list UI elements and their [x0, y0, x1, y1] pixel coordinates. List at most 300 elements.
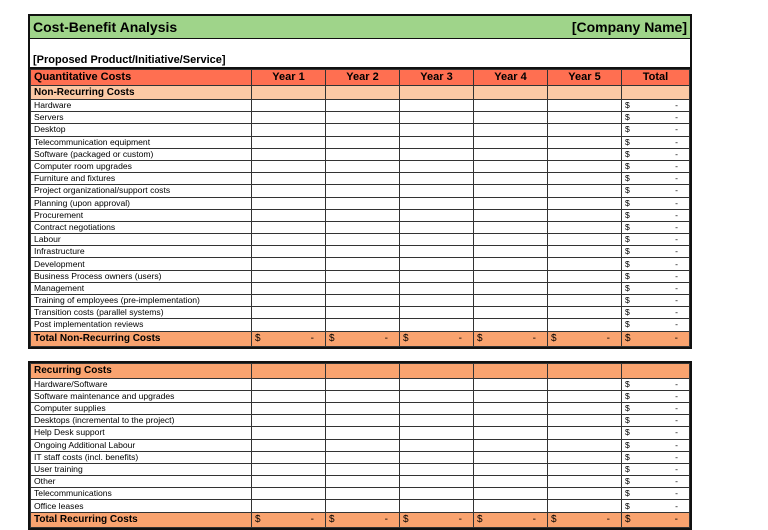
currency-value: [477, 514, 544, 525]
year-3-cell[interactable]: [400, 500, 474, 512]
year-4-cell[interactable]: [474, 500, 548, 512]
year-3-cell[interactable]: [400, 148, 474, 160]
cost-item-label[interactable]: Procurement: [31, 209, 252, 221]
cell[interactable]: [548, 86, 622, 100]
cost-item-label[interactable]: Furniture and fixtures: [31, 173, 252, 185]
currency-value: [403, 333, 470, 344]
year-1-cell[interactable]: [252, 124, 326, 136]
year-5-cell[interactable]: [548, 307, 622, 319]
cell[interactable]: [252, 86, 326, 100]
grand-total-cell[interactable]: [622, 331, 690, 346]
cost-item-label[interactable]: Desktop: [31, 124, 252, 136]
year-4-cell[interactable]: [474, 439, 548, 451]
year-3-cell[interactable]: [400, 282, 474, 294]
year-2-cell[interactable]: [326, 112, 400, 124]
year-5-cell[interactable]: [548, 148, 622, 160]
year-4-cell[interactable]: [474, 378, 548, 390]
total-cell[interactable]: [622, 258, 690, 270]
year-4-total-cell[interactable]: [474, 331, 548, 346]
amount: -: [532, 333, 536, 345]
cost-item-label[interactable]: Servers: [31, 112, 252, 124]
year-2-cell[interactable]: [326, 136, 400, 148]
table-row: [31, 415, 690, 427]
year-3-cell[interactable]: [400, 136, 474, 148]
year-2-cell[interactable]: [326, 258, 400, 270]
year-5-cell[interactable]: [548, 451, 622, 463]
cell[interactable]: [326, 86, 400, 100]
year-2-cell[interactable]: [326, 451, 400, 463]
cost-item-label[interactable]: Infrastructure: [31, 246, 252, 258]
year-5-cell[interactable]: [548, 100, 622, 112]
cost-item-label[interactable]: Software maintenance and upgrades: [31, 390, 252, 402]
year-3-cell[interactable]: [400, 124, 474, 136]
cell[interactable]: [474, 86, 548, 100]
amount: -: [675, 185, 678, 196]
currency-value: [625, 100, 686, 111]
cost-item-label[interactable]: Management: [31, 282, 252, 294]
year-1-cell[interactable]: [252, 295, 326, 307]
cost-item-label[interactable]: Telecommunication equipment: [31, 136, 252, 148]
cost-item-label[interactable]: Contract negotiations: [31, 221, 252, 233]
cost-item-label[interactable]: Software (packaged or custom): [31, 148, 252, 160]
year-3-cell[interactable]: [400, 173, 474, 185]
year-5-cell[interactable]: [548, 112, 622, 124]
total-cell[interactable]: [622, 112, 690, 124]
currency-value: [329, 333, 396, 344]
year-1-cell[interactable]: [252, 500, 326, 512]
year-5-cell[interactable]: [548, 270, 622, 282]
year-4-cell[interactable]: [474, 112, 548, 124]
currency-value: [625, 391, 686, 402]
amount: -: [675, 451, 678, 462]
year-1-cell[interactable]: [252, 476, 326, 488]
year-1-total-cell[interactable]: [252, 512, 326, 527]
year-2-cell[interactable]: [326, 246, 400, 258]
currency-symbol: $: [625, 221, 630, 232]
amount: -: [674, 514, 678, 526]
cost-item-label[interactable]: Ongoing Additional Labour: [31, 439, 252, 451]
year-3-cell[interactable]: [400, 390, 474, 402]
amount: -: [675, 295, 678, 306]
currency-symbol: $: [477, 514, 483, 526]
year-5-cell[interactable]: [548, 197, 622, 209]
amount: -: [675, 403, 678, 414]
year-2-cell[interactable]: [326, 319, 400, 331]
year-2-cell[interactable]: [326, 185, 400, 197]
company-name[interactable]: [Company Name]: [571, 19, 687, 35]
cell[interactable]: [400, 363, 474, 378]
amount: -: [675, 488, 678, 499]
amount: -: [675, 439, 678, 450]
total-cell[interactable]: [622, 185, 690, 197]
year-3-cell[interactable]: [400, 488, 474, 500]
year-5-cell[interactable]: [548, 378, 622, 390]
year-1-cell[interactable]: [252, 439, 326, 451]
year-5-cell[interactable]: [548, 209, 622, 221]
year-1-cell[interactable]: [252, 402, 326, 414]
currency-value: [625, 283, 686, 294]
year-1-cell[interactable]: [252, 258, 326, 270]
total-cell[interactable]: [622, 221, 690, 233]
table-row: [31, 185, 690, 197]
year-2-cell[interactable]: [326, 439, 400, 451]
year-3-cell[interactable]: [400, 197, 474, 209]
year-1-cell[interactable]: [252, 160, 326, 172]
year-4-cell[interactable]: [474, 221, 548, 233]
year-5-cell[interactable]: [548, 246, 622, 258]
year-1-cell[interactable]: [252, 100, 326, 112]
year-3-cell[interactable]: [400, 209, 474, 221]
year-4-cell[interactable]: [474, 197, 548, 209]
cost-item-label[interactable]: Telecommunications: [31, 488, 252, 500]
year-3-cell[interactable]: [400, 415, 474, 427]
cell[interactable]: [326, 363, 400, 378]
year-2-cell[interactable]: [326, 148, 400, 160]
year-1-cell[interactable]: [252, 415, 326, 427]
currency-symbol: $: [625, 282, 630, 293]
amount: -: [675, 463, 678, 474]
year-4-cell[interactable]: [474, 402, 548, 414]
cost-item-label[interactable]: Hardware: [31, 100, 252, 112]
total-cell[interactable]: [622, 451, 690, 463]
currency-symbol: $: [403, 333, 409, 345]
proposed-initiative[interactable]: [Proposed Product/Initiative/Service]: [33, 54, 226, 66]
total-cell[interactable]: [622, 246, 690, 258]
year-3-total-cell[interactable]: [400, 512, 474, 527]
year-3-cell[interactable]: [400, 402, 474, 414]
year-4-cell[interactable]: [474, 173, 548, 185]
cost-item-label[interactable]: Transition costs (parallel systems): [31, 307, 252, 319]
currency-symbol: $: [625, 136, 630, 147]
amount: -: [675, 415, 678, 426]
year-4-total-cell[interactable]: [474, 512, 548, 527]
year-3-cell[interactable]: [400, 427, 474, 439]
year-5-cell[interactable]: [548, 415, 622, 427]
cell[interactable]: [474, 363, 548, 378]
currency-value: [625, 222, 686, 233]
year-5-cell[interactable]: [548, 282, 622, 294]
year-4-cell[interactable]: [474, 234, 548, 246]
amount: -: [675, 307, 678, 318]
year-2-cell[interactable]: [326, 221, 400, 233]
table-row: [31, 476, 690, 488]
currency-value: [625, 149, 686, 160]
year-4-cell[interactable]: [474, 246, 548, 258]
year-3-cell[interactable]: [400, 270, 474, 282]
year-3-total-cell[interactable]: [400, 331, 474, 346]
currency-value: [625, 452, 686, 463]
year-2-cell[interactable]: [326, 295, 400, 307]
total-cell[interactable]: [622, 463, 690, 475]
cost-item-label[interactable]: Planning (upon approval): [31, 197, 252, 209]
year-4-cell[interactable]: [474, 258, 548, 270]
currency-symbol: $: [625, 463, 630, 474]
grand-total-cell[interactable]: [622, 512, 690, 527]
total-cell[interactable]: [622, 402, 690, 414]
year-4-cell[interactable]: [474, 451, 548, 463]
cost-item-label[interactable]: Desktops (incremental to the project): [31, 415, 252, 427]
year-3-cell[interactable]: [400, 100, 474, 112]
year-4-cell[interactable]: [474, 295, 548, 307]
cost-item-label[interactable]: Labour: [31, 234, 252, 246]
year-4-cell[interactable]: [474, 209, 548, 221]
year-1-cell[interactable]: [252, 197, 326, 209]
total-cell[interactable]: [622, 234, 690, 246]
cost-item-label[interactable]: Development: [31, 258, 252, 270]
year-4-cell[interactable]: [474, 100, 548, 112]
recurring-table: [30, 363, 690, 528]
year-3-cell[interactable]: [400, 307, 474, 319]
year-3-cell[interactable]: [400, 451, 474, 463]
year-5-total-cell[interactable]: [548, 331, 622, 346]
year-1-total-cell[interactable]: [252, 331, 326, 346]
amount: -: [675, 197, 678, 208]
year-1-cell[interactable]: [252, 270, 326, 282]
year-3-cell[interactable]: [400, 378, 474, 390]
total-cell[interactable]: [622, 295, 690, 307]
cost-item-label[interactable]: Other: [31, 476, 252, 488]
year-3-cell[interactable]: [400, 246, 474, 258]
year-5-cell[interactable]: [548, 390, 622, 402]
table-row: [31, 197, 690, 209]
currency-symbol: $: [625, 124, 630, 135]
total-cell[interactable]: [622, 136, 690, 148]
year-3-cell[interactable]: [400, 112, 474, 124]
year-2-total-cell[interactable]: [326, 331, 400, 346]
total-cell[interactable]: [622, 148, 690, 160]
cell[interactable]: [622, 363, 690, 378]
currency-symbol: $: [255, 514, 261, 526]
year-1-cell[interactable]: [252, 282, 326, 294]
year-3-cell[interactable]: [400, 463, 474, 475]
year-5-cell[interactable]: [548, 488, 622, 500]
total-cell[interactable]: [622, 319, 690, 331]
year-2-cell[interactable]: [326, 100, 400, 112]
year-5-cell[interactable]: [548, 439, 622, 451]
year-3-cell[interactable]: [400, 439, 474, 451]
cost-item-label[interactable]: Post implementation reviews: [31, 319, 252, 331]
year-2-cell[interactable]: [326, 209, 400, 221]
year-3-cell[interactable]: [400, 295, 474, 307]
year-4-cell[interactable]: [474, 148, 548, 160]
col-header-quantitative-costs: Quantitative Costs: [31, 70, 252, 86]
year-4-cell[interactable]: [474, 282, 548, 294]
year-2-cell[interactable]: [326, 463, 400, 475]
currency-value: [255, 514, 322, 525]
year-3-cell[interactable]: [400, 185, 474, 197]
total-cell[interactable]: [622, 488, 690, 500]
year-2-cell[interactable]: [326, 402, 400, 414]
currency-value: [625, 259, 686, 270]
currency-symbol: $: [625, 270, 630, 281]
year-2-cell[interactable]: [326, 500, 400, 512]
total-cell[interactable]: [622, 197, 690, 209]
total-cell[interactable]: [622, 476, 690, 488]
cost-item-label[interactable]: Computer supplies: [31, 402, 252, 414]
currency-value: [625, 161, 686, 172]
year-4-cell[interactable]: [474, 476, 548, 488]
currency-value: [625, 415, 686, 426]
total-cell[interactable]: [622, 282, 690, 294]
year-1-cell[interactable]: [252, 307, 326, 319]
amount: -: [675, 476, 678, 487]
year-5-cell[interactable]: [548, 185, 622, 197]
currency-value: [625, 137, 686, 148]
total-cell[interactable]: [622, 415, 690, 427]
currency-symbol: $: [625, 234, 630, 245]
cost-item-label[interactable]: Help Desk support: [31, 427, 252, 439]
amount: -: [675, 500, 678, 511]
year-5-total-cell[interactable]: [548, 512, 622, 527]
year-2-cell[interactable]: [326, 173, 400, 185]
year-2-cell[interactable]: [326, 476, 400, 488]
year-5-cell[interactable]: [548, 124, 622, 136]
cost-item-label[interactable]: Project organizational/support costs: [31, 185, 252, 197]
currency-symbol: $: [329, 333, 335, 345]
cost-item-label[interactable]: Business Process owners (users): [31, 270, 252, 282]
year-1-cell[interactable]: [252, 246, 326, 258]
year-1-cell[interactable]: [252, 185, 326, 197]
year-1-cell[interactable]: [252, 173, 326, 185]
year-4-cell[interactable]: [474, 185, 548, 197]
cost-item-label[interactable]: IT staff costs (incl. benefits): [31, 451, 252, 463]
total-cell[interactable]: [622, 100, 690, 112]
cell[interactable]: [400, 86, 474, 100]
year-4-cell[interactable]: [474, 136, 548, 148]
year-1-cell[interactable]: [252, 234, 326, 246]
year-4-cell[interactable]: [474, 124, 548, 136]
currency-value: [625, 210, 686, 221]
col-header-year-1: Year 1: [252, 70, 326, 86]
year-1-cell[interactable]: [252, 427, 326, 439]
year-4-cell[interactable]: [474, 160, 548, 172]
year-4-cell[interactable]: [474, 427, 548, 439]
total-cell[interactable]: [622, 390, 690, 402]
year-1-cell[interactable]: [252, 148, 326, 160]
currency-symbol: $: [625, 427, 630, 438]
year-2-cell[interactable]: [326, 282, 400, 294]
amount: -: [675, 161, 678, 172]
year-2-cell[interactable]: [326, 415, 400, 427]
year-5-cell[interactable]: [548, 136, 622, 148]
currency-value: [625, 185, 686, 196]
year-4-cell[interactable]: [474, 319, 548, 331]
total-cell[interactable]: [622, 124, 690, 136]
cost-item-label[interactable]: Training of employees (pre-implementation): [31, 295, 252, 307]
year-1-cell[interactable]: [252, 209, 326, 221]
year-1-cell[interactable]: [252, 112, 326, 124]
total-cell[interactable]: [622, 439, 690, 451]
cost-item-label[interactable]: Office leases: [31, 500, 252, 512]
currency-value: [625, 440, 686, 451]
table-row: [31, 234, 690, 246]
year-1-cell[interactable]: [252, 136, 326, 148]
year-1-cell[interactable]: [252, 319, 326, 331]
currency-symbol: $: [625, 390, 630, 401]
table-row: [31, 173, 690, 185]
year-5-cell[interactable]: [548, 476, 622, 488]
year-4-cell[interactable]: [474, 307, 548, 319]
year-2-cell[interactable]: [326, 307, 400, 319]
year-4-cell[interactable]: [474, 415, 548, 427]
total-cell[interactable]: [622, 209, 690, 221]
cost-item-label[interactable]: Hardware/Software: [31, 378, 252, 390]
year-1-cell[interactable]: [252, 378, 326, 390]
year-5-cell[interactable]: [548, 221, 622, 233]
year-2-cell[interactable]: [326, 160, 400, 172]
year-5-cell[interactable]: [548, 258, 622, 270]
year-5-cell[interactable]: [548, 295, 622, 307]
year-3-cell[interactable]: [400, 160, 474, 172]
currency-value: [551, 514, 618, 525]
year-5-cell[interactable]: [548, 402, 622, 414]
total-cell[interactable]: [622, 307, 690, 319]
year-3-cell[interactable]: [400, 258, 474, 270]
total-cell[interactable]: [622, 500, 690, 512]
year-4-cell[interactable]: [474, 390, 548, 402]
year-1-cell[interactable]: [252, 221, 326, 233]
year-4-cell[interactable]: [474, 270, 548, 282]
year-5-cell[interactable]: [548, 160, 622, 172]
year-2-cell[interactable]: [326, 378, 400, 390]
currency-symbol: $: [551, 514, 557, 526]
total-cell[interactable]: [622, 378, 690, 390]
year-2-total-cell[interactable]: [326, 512, 400, 527]
table-row: [31, 295, 690, 307]
year-2-cell[interactable]: [326, 488, 400, 500]
year-2-cell[interactable]: [326, 270, 400, 282]
currency-value: [625, 464, 686, 475]
total-cell[interactable]: [622, 270, 690, 282]
year-4-cell[interactable]: [474, 463, 548, 475]
year-1-cell[interactable]: [252, 463, 326, 475]
year-3-cell[interactable]: [400, 234, 474, 246]
table-row: [31, 112, 690, 124]
year-5-cell[interactable]: [548, 500, 622, 512]
year-2-cell[interactable]: [326, 234, 400, 246]
total-cell[interactable]: [622, 160, 690, 172]
year-1-cell[interactable]: [252, 390, 326, 402]
year-4-cell[interactable]: [474, 488, 548, 500]
year-2-cell[interactable]: [326, 197, 400, 209]
year-1-cell[interactable]: [252, 451, 326, 463]
cost-item-label[interactable]: User training: [31, 463, 252, 475]
cell[interactable]: [252, 363, 326, 378]
currency-symbol: $: [625, 197, 630, 208]
cell[interactable]: [548, 363, 622, 378]
year-2-cell[interactable]: [326, 390, 400, 402]
cost-item-label[interactable]: Computer room upgrades: [31, 160, 252, 172]
cell[interactable]: [622, 86, 690, 100]
year-5-cell[interactable]: [548, 319, 622, 331]
year-5-cell[interactable]: [548, 173, 622, 185]
column-header-row: [31, 70, 690, 86]
year-2-cell[interactable]: [326, 427, 400, 439]
year-3-cell[interactable]: [400, 221, 474, 233]
year-1-cell[interactable]: [252, 488, 326, 500]
currency-value: [625, 427, 686, 438]
year-2-cell[interactable]: [326, 124, 400, 136]
year-5-cell[interactable]: [548, 234, 622, 246]
year-3-cell[interactable]: [400, 319, 474, 331]
currency-value: [625, 112, 686, 123]
year-5-cell[interactable]: [548, 463, 622, 475]
total-cell[interactable]: [622, 427, 690, 439]
year-5-cell[interactable]: [548, 427, 622, 439]
currency-symbol: $: [625, 185, 630, 196]
year-3-cell[interactable]: [400, 476, 474, 488]
total-cell[interactable]: [622, 173, 690, 185]
